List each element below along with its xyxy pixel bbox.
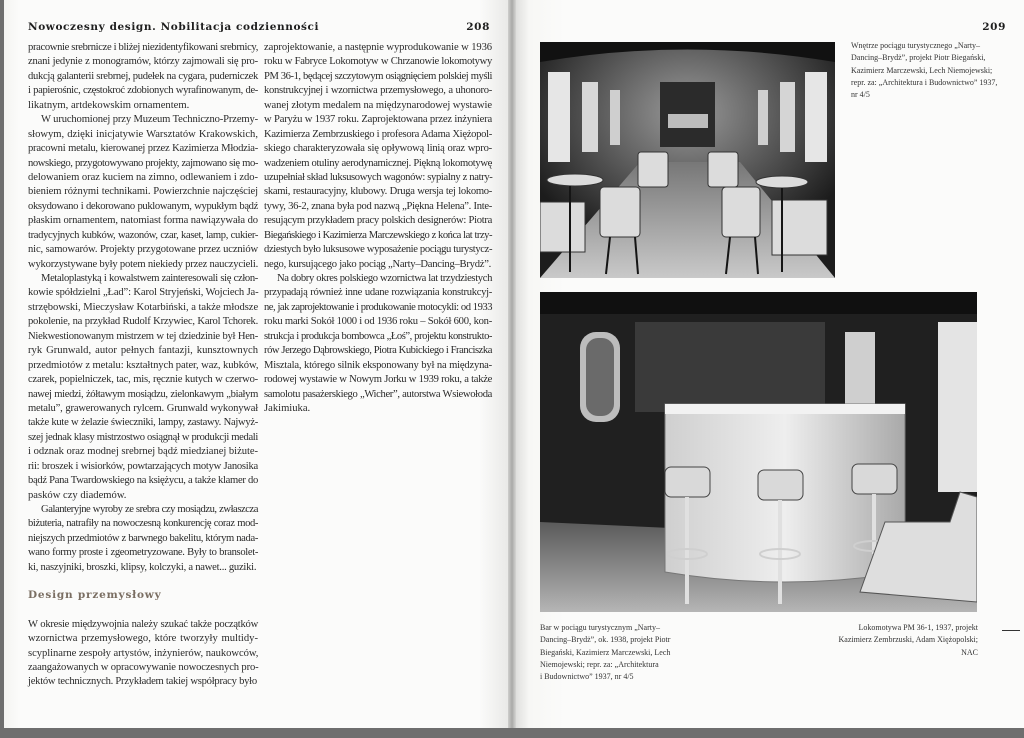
text-line: roku marki Sokół 1000 i od 1936 roku – Sokół 600, kon- <box>264 316 492 328</box>
text-line: Biegańskiego i Kazimierza Marczewskiego z końca lat trzy- <box>264 229 492 241</box>
text-line: Galanteryjne wyroby ze srebra czy mosiądzu, zwłaszcza <box>41 504 258 515</box>
caption-line: repr. za: „Architektura i Budownictwo” 1937, <box>851 77 998 87</box>
text-line: skiego charakteryzowała się opływową linią oraz wpro- <box>264 143 492 155</box>
text-line: zaangażowanych w opracowywanie nowoczesnych pro- <box>28 661 259 673</box>
text-line: płaskim ornamentem, natomiast forma nawiązywała do <box>28 215 258 227</box>
paragraph <box>28 618 258 690</box>
caption-line: Kazimierz Marczewski, Lech Niemojewski; <box>851 65 993 75</box>
text-line: skami, restauracyjny, klubowy. Druga wersja tej lokomo- <box>264 186 492 198</box>
text-line: metalu”, grawerowanych rylcem. Grunwald wykonywał <box>28 402 258 414</box>
text-line: pracownie srebrnicze i bliżej niezidentyfikowani srebrnicy, <box>28 42 258 53</box>
caption-line: Wnętrze pociągu turystycznego „Narty– <box>851 41 981 50</box>
text-line: ki, naszyjniki, broszki, klipsy, kolczyki, a nawet... guziki. <box>28 561 257 573</box>
text-line: znani jedynie z monogramów, którzy zajmowali się pro- <box>28 56 258 68</box>
text-line: uzupełniał skład luksusowych wagonów: sypialny z natry- <box>264 171 493 183</box>
text-line: słowym, dzięki inicjatywie Warsztatów Krakowskich, <box>28 128 258 140</box>
text-line: wykorzystywane były potem niekiedy przez nauczycieli. <box>28 258 259 270</box>
text-column-2 <box>264 41 492 416</box>
text-line: pasków czy diademów. <box>28 489 127 501</box>
caption-line: Niemojewski; repr. za: „Architektura <box>540 659 659 669</box>
caption-line: Bar w pociągu turystycznym „Narty– <box>540 623 660 632</box>
text-line: rodowej wystawie w Nowym Jorku w 1939 roku, a także <box>264 374 492 386</box>
text-line: samolotu pasażerskiego „Wicher”, autorstwa Wsiewołoda <box>264 388 492 400</box>
text-line: likatnym, artdekowskim ornamentem. <box>28 99 190 111</box>
text-line: także kute w żelazie świeczniki, lampy, zastawy. Najwyż- <box>28 417 258 429</box>
book-gutter <box>508 0 516 728</box>
text-line: i odznak oraz modnej srebrnej bądź miedzianej biżute- <box>28 446 258 458</box>
text-line: niejszych przedmiotów z barwnego bakelitu, którym nada- <box>28 532 258 544</box>
caption-line: Biegański, Kazimierz Marczewski, Lech <box>540 647 671 657</box>
text-line: Niekwestionowanym mistrzem w tej dziedzinie był Hen- <box>28 330 258 342</box>
caption-line: nr 4/5 <box>851 90 870 100</box>
caption-line: NAC <box>961 647 978 657</box>
text-line: przedmiotów z metalu: kształtnych pater, waz, kubków, <box>28 359 259 371</box>
text-line: delowaniem oraz kuciem na zimno, odlewaniem i zdo- <box>28 171 258 183</box>
caption-bottom-photo <box>540 622 670 683</box>
paragraph <box>28 272 258 503</box>
caption-top-photo <box>851 40 997 101</box>
page-number-right: 209 <box>982 21 1006 33</box>
text-line: Metaloplastyką i kowalstwem zainteresowali się człon- <box>41 273 258 284</box>
text-line: w Paryżu w 1937 roku. Zaprojektowana przez inżyniera <box>264 114 492 126</box>
paragraph <box>264 41 492 272</box>
text-line: tradycyjnych kubków, wazonów, czar, kaset, lamp, cukier- <box>28 229 258 241</box>
text-line: W okresie międzywojnia należy szukać także początków <box>28 618 258 630</box>
text-line: Kazimierza Zembrzuskiego i profesora Adama Xiężopol- <box>264 128 492 140</box>
text-line: tywy, 36-2, znana była pod nazwą „Piękna Helena”. Inte- <box>264 200 492 212</box>
text-line: jektów technicznych. Przykładem takiej współpracy było <box>28 676 257 688</box>
text-line: czarek, popielniczek, tac, mis, ręcznie kutych w czerwo- <box>28 374 258 386</box>
text-line: ne, jak zaprojektowanie i produkowanie motocykli: od 1933 <box>264 301 492 313</box>
photo-train-interior <box>540 42 835 278</box>
text-line: kowie spółdzielni „Ład”: Karol Stryjeński, Wojciech Ja- <box>28 287 259 299</box>
text-line: bądź Pana Twardowskiego na księżycu, a także klamer do <box>28 475 258 487</box>
text-line: i papierośnic, częstokroć zdobionych wyrafinowanym, de- <box>28 85 258 97</box>
photo-train-bar <box>540 292 977 612</box>
text-line: wzornictwa przemysłowego, które tworzyły multidy- <box>28 633 258 645</box>
text-line: resującym przykładem pracy polskich designerów: Piotra <box>264 215 492 227</box>
caption-line: i Budownictwo” 1937, nr 4/5 <box>540 672 634 682</box>
text-line: wadzeniem otuliny aerodynamicznej. Piękną lokomotywę <box>264 157 492 169</box>
paragraph <box>28 503 258 575</box>
text-line: konstrukcyjnej i wzornictwa przemysłowego, a uhonoro- <box>264 85 492 97</box>
text-line: bieniem różnymi technikami. Powierzchnie najczęściej <box>28 186 258 198</box>
page-number-left: 208 <box>466 21 490 33</box>
caption-locomotive <box>800 622 978 659</box>
text-line: wano formy proste i zgeometryzowane. Były to bransolet- <box>28 547 258 559</box>
text-line: scyplinarne zespoły artystów, inżynierów, naukowców, <box>28 647 259 659</box>
text-line: PM 36-1, będącej szczytowym osiągnięciem polskiej myśli <box>264 70 492 82</box>
caption-pointer-line <box>1002 630 1020 631</box>
text-line: pokolenie, na przykład Rudolf Krzywiec, Karol Tchorek. <box>28 316 258 328</box>
caption-line: Dancing–Brydż”, ok. 1938, projekt Piotr <box>540 635 671 645</box>
section-heading: Design przemysłowy <box>28 589 162 602</box>
text-line: przypadają również inne udane rozwiązania konstrukcyj- <box>264 287 492 299</box>
text-line: szej jednak klasy mistrzostwo osiągnął w produkcji medali <box>28 431 258 443</box>
text-line: dziestych było luksusowe wyposażenie pociągu turystycz- <box>264 244 493 256</box>
text-line: zaprojektowanie, a następnie wyprodukowanie w 1936 <box>264 42 492 53</box>
text-line: ryk Grunwald, autor pełnych fantazji, kunsztownych <box>28 345 258 357</box>
text-line: Misztala, którego silnik eksponowany był na międzyna- <box>264 359 492 371</box>
text-line: Na dobry okres polskiego wzornictwa lat trzydziestych <box>277 273 493 284</box>
text-line: roku w Fabryce Lokomotyw w Chrzanowie lokomotywy <box>264 56 492 68</box>
text-line: wanej złotym medalem na międzynarodowej wystawie <box>264 99 492 111</box>
text-line: pracowni metalu, kierowanej przez Kazimierza Młodzia- <box>28 143 258 155</box>
text-line: strukcja i produkcja bombowca „Łoś”, projektu konstrukto- <box>264 330 492 342</box>
text-line: rii: broszek i wisiorków, powtarzających motyw Janosika <box>28 460 258 472</box>
caption-line: Dancing–Brydż”, projekt Piotr Biegański, <box>851 53 986 63</box>
text-line: rów Jerzego Dąbrowskiego, Piotra Kubickiego i Franciszka <box>264 345 492 357</box>
text-line: Jakimiuka. <box>264 402 311 414</box>
caption-line: Kazimierz Zembrzuski, Adam Xiężopolski; <box>838 635 978 645</box>
text-line: strzębowski, Mieczysław Kotarbiński, a także młodsze <box>28 301 259 313</box>
text-column-1 <box>28 41 258 690</box>
text-line: W uruchomionej przy Muzeum Techniczno-Przemy- <box>41 114 258 126</box>
running-head: Nowoczesny design. Nobilitacja codzienności <box>28 21 320 33</box>
text-line: nowskiego, przygotowywano projekty, zajmowano się mo- <box>28 157 258 169</box>
paragraph <box>28 113 258 272</box>
paragraph <box>264 272 492 416</box>
text-line: nic, samowarów. Projekty przygotowane przez uczniów <box>28 244 258 256</box>
text-line: nego, kursującego jako pociąg „Narty–Dancing–Brydż”. <box>264 258 492 270</box>
caption-line: Lokomotywa PM 36-1, 1937, projekt <box>858 623 978 632</box>
paragraph <box>28 41 258 113</box>
text-line: oksydowano i dekorowano puklowanym, wypukłym bądź <box>28 200 258 212</box>
text-line: nawej miedzi, żółtawym mosiądzu, zielonkawym „białym <box>28 388 258 400</box>
text-line: biżuteria, natrafiły na nowoczesną konkurencję coraz mod- <box>28 518 258 530</box>
text-line: dukcją galanterii srebrnej, pudełek na cygara, puderniczek <box>28 70 258 82</box>
